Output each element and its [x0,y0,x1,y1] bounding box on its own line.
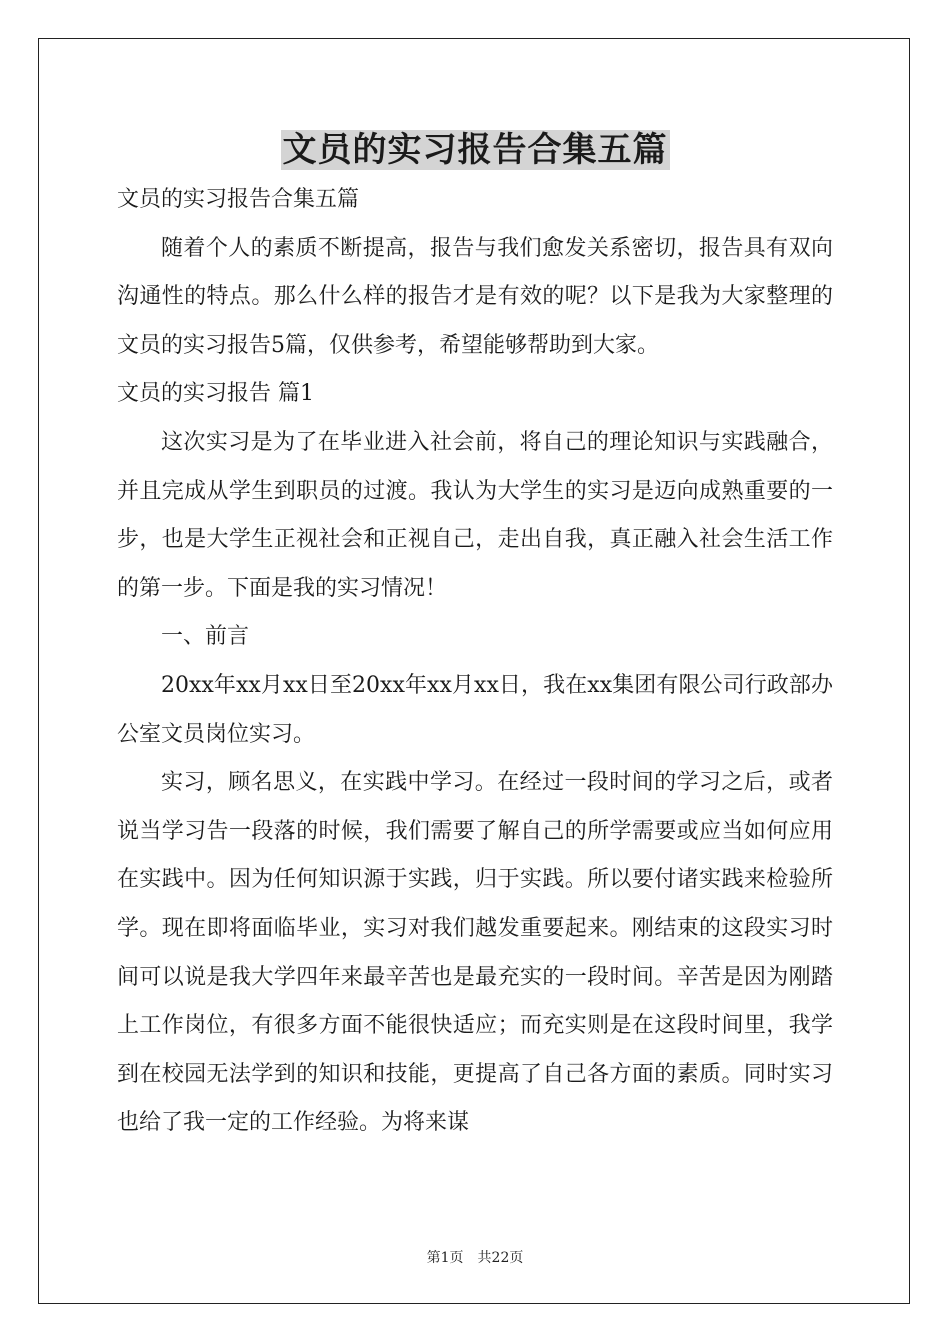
paragraph: 实习，顾名思义，在实践中学习。在经过一段时间的学习之后，或者说当学习告一段落的时候，我们需要了解自己的所学需要或应当如何应用在实践中。因为任何知识源于实践，归于实践。所以要付诸实践来检验所学。现在即将面临毕业，实习对我们越发重要起来。刚结束的这段实习时间可以说是我大学四年来最辛苦也是最充实的一段时间。辛苦是因为刚踏上工作岗位，有很多方面不能很快适应；而充实则是在这段时间里，我学到在校园无法学到的知识和技能，更提高了自己各方面的素质。同时实习也给了我一定的工作经验。为将来谋 [117,770,833,1136]
sub-heading: 一、前言 [161,624,250,650]
paragraph: 文员的实习报告合集五篇 [117,187,360,212]
page-footer [0,1248,950,1268]
page-total: 共22页 [477,1250,524,1266]
page-number: 第1页 [426,1250,464,1266]
paragraph: 这次实习是为了在毕业进入社会前，将自己的理论知识与实践融合，并且完成从学生到职员的过渡。我认为大学生的实习是迈向成熟重要的一步，也是大学生正视社会和正视自己，走出自我，真正融入社会生活工作的第一步。下面是我的实习情况！ [117,429,833,601]
paragraph: 随着个人的素质不断提高，报告与我们愈发关系密切，报告具有双向沟通性的特点。那么什么样的报告才是有效的呢？以下是我为大家整理的文员的实习报告5篇，仅供参考，希望能够帮助到大家。 [117,235,833,358]
document-title-text: 文员的实习报告合集五篇 [282,130,668,170]
section-heading: 文员的实习报告 篇1 [117,381,314,407]
document-title [0,128,950,172]
paragraph: 20xx年xx月xx日至20xx年xx月xx日，我在xx集团有限公司行政部办公室文员岗位实习。 [117,672,833,747]
document-body [117,176,833,1148]
